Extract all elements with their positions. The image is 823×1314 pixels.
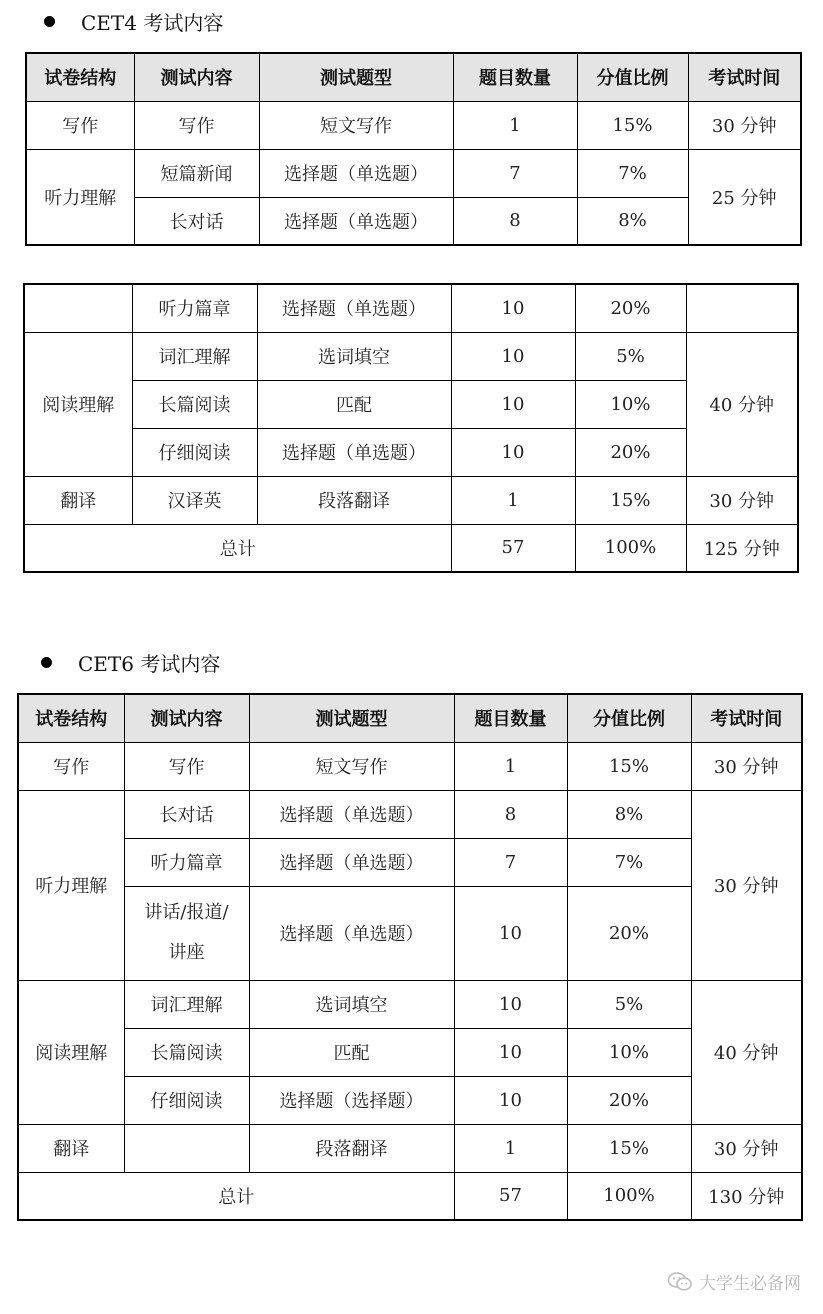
type-cell: 选择题（单选题） — [249, 790, 454, 838]
part-cell: 听力理解 — [18, 790, 124, 980]
table-row — [24, 380, 798, 428]
part-cell: 听力理解 — [26, 149, 134, 245]
content-cell: 长对话 — [134, 197, 259, 245]
wechat-icon — [667, 1271, 693, 1293]
count-cell: 1 — [451, 476, 575, 524]
header-cell: 测试题型 — [249, 694, 454, 742]
type-cell: 短文写作 — [259, 101, 453, 149]
table-total-row — [18, 1172, 802, 1220]
count-cell: 10 — [451, 380, 575, 428]
table-row — [26, 101, 801, 149]
ratio-cell: 7% — [577, 149, 688, 197]
time-cell: 30 分钟 — [691, 790, 802, 980]
ratio-cell: 15% — [567, 1124, 691, 1172]
ratio-cell: 20% — [567, 886, 691, 980]
header-cell: 试卷结构 — [18, 694, 124, 742]
count-cell: 1 — [454, 1124, 567, 1172]
total-label-cell: 总计 — [24, 524, 451, 572]
content-cell: 听力篇章 — [132, 284, 257, 332]
type-cell: 选择题（单选题） — [249, 838, 454, 886]
content-cell: 长篇阅读 — [132, 380, 257, 428]
table-row — [26, 197, 801, 245]
part-cell: 阅读理解 — [18, 980, 124, 1124]
bullet-icon — [41, 657, 52, 668]
time-cell: 25 分钟 — [688, 149, 801, 245]
content-cell: 写作 — [134, 101, 259, 149]
count-cell: 10 — [451, 284, 575, 332]
table-row — [18, 790, 802, 838]
header-cell: 考试时间 — [688, 53, 801, 101]
content-cell — [124, 1124, 249, 1172]
ratio-cell: 10% — [575, 380, 686, 428]
total-label-cell: 总计 — [18, 1172, 454, 1220]
cet6-table — [17, 693, 803, 1221]
time-cell: 40 分钟 — [686, 332, 798, 476]
content-cell: 写作 — [124, 742, 249, 790]
header-cell: 题目数量 — [454, 694, 567, 742]
watermark — [667, 1269, 801, 1294]
ratio-cell: 20% — [575, 428, 686, 476]
part-cell: 写作 — [26, 101, 134, 149]
ratio-cell: 15% — [575, 476, 686, 524]
table-header-row — [18, 694, 802, 742]
part-cell: 阅读理解 — [24, 332, 132, 476]
header-cell: 测试内容 — [124, 694, 249, 742]
table-row — [24, 428, 798, 476]
cet4-table-part2 — [23, 283, 799, 573]
bullet-icon — [44, 16, 55, 27]
content-cell: 长对话 — [124, 790, 249, 838]
time-cell: 40 分钟 — [691, 980, 802, 1124]
ratio-cell: 10% — [567, 1028, 691, 1076]
table-row — [24, 476, 798, 524]
count-cell: 1 — [453, 101, 577, 149]
cet6-section-title — [41, 647, 220, 677]
count-cell: 8 — [453, 197, 577, 245]
type-cell: 选择题（单选题） — [259, 197, 453, 245]
time-cell: 30 分钟 — [688, 101, 801, 149]
table-row — [24, 284, 798, 332]
cet4-section-title — [44, 6, 223, 36]
content-cell: 长篇阅读 — [124, 1028, 249, 1076]
time-cell: 125 分钟 — [686, 524, 798, 572]
table-row — [18, 742, 802, 790]
count-cell: 8 — [454, 790, 567, 838]
content-cell: 词汇理解 — [132, 332, 257, 380]
table-total-row — [24, 524, 798, 572]
count-cell: 10 — [454, 1028, 567, 1076]
count-cell: 57 — [454, 1172, 567, 1220]
content-cell: 汉译英 — [132, 476, 257, 524]
ratio-cell: 7% — [567, 838, 691, 886]
cet4-title-text: CET4 考试内容 — [81, 10, 224, 35]
cet6-title-text: CET6 考试内容 — [78, 651, 221, 676]
count-cell: 10 — [451, 332, 575, 380]
table-row — [18, 1124, 802, 1172]
count-cell: 57 — [451, 524, 575, 572]
content-cell: 短篇新闻 — [134, 149, 259, 197]
count-cell: 10 — [451, 428, 575, 476]
part-cell: 翻译 — [18, 1124, 124, 1172]
ratio-cell: 8% — [567, 790, 691, 838]
ratio-cell: 100% — [575, 524, 686, 572]
type-cell: 选择题（单选题） — [257, 284, 451, 332]
table-row — [18, 838, 802, 886]
count-cell: 1 — [454, 742, 567, 790]
time-cell: 130 分钟 — [691, 1172, 802, 1220]
type-cell: 段落翻译 — [249, 1124, 454, 1172]
count-cell: 10 — [454, 980, 567, 1028]
count-cell: 10 — [454, 1076, 567, 1124]
type-cell: 选择题（单选题） — [257, 428, 451, 476]
table-row — [18, 1076, 802, 1124]
header-cell: 题目数量 — [453, 53, 577, 101]
header-cell: 考试时间 — [691, 694, 802, 742]
content-cell: 仔细阅读 — [124, 1076, 249, 1124]
time-cell-continued — [686, 284, 798, 332]
ratio-cell: 8% — [577, 197, 688, 245]
header-cell: 测试内容 — [134, 53, 259, 101]
type-cell: 短文写作 — [249, 742, 454, 790]
type-cell: 匹配 — [257, 380, 451, 428]
type-cell: 选择题（单选题） — [249, 886, 454, 980]
ratio-cell: 5% — [575, 332, 686, 380]
time-cell: 30 分钟 — [686, 476, 798, 524]
header-cell: 试卷结构 — [26, 53, 134, 101]
count-cell: 7 — [453, 149, 577, 197]
table-row — [26, 149, 801, 197]
ratio-cell: 100% — [567, 1172, 691, 1220]
table-header-row — [26, 53, 801, 101]
count-cell: 10 — [454, 886, 567, 980]
part-cell: 写作 — [18, 742, 124, 790]
content-cell — [124, 886, 249, 980]
ratio-cell: 5% — [567, 980, 691, 1028]
part-cell: 翻译 — [24, 476, 132, 524]
content-cell: 听力篇章 — [124, 838, 249, 886]
header-cell: 分值比例 — [567, 694, 691, 742]
header-cell: 测试题型 — [259, 53, 453, 101]
cet4-table-part1 — [25, 52, 802, 246]
table-row — [24, 332, 798, 380]
part-cell-continued — [24, 284, 132, 332]
type-cell: 选词填空 — [249, 980, 454, 1028]
ratio-cell: 20% — [575, 284, 686, 332]
ratio-cell: 15% — [577, 101, 688, 149]
content-cell: 词汇理解 — [124, 980, 249, 1028]
count-cell: 7 — [454, 838, 567, 886]
content-line: 讲话/报道/ — [144, 902, 229, 923]
type-cell: 选择题（单选题） — [259, 149, 453, 197]
content-line: 讲座 — [168, 942, 205, 963]
type-cell: 选择题（选择题） — [249, 1076, 454, 1124]
content-cell: 仔细阅读 — [132, 428, 257, 476]
ratio-cell: 15% — [567, 742, 691, 790]
table-row — [18, 1028, 802, 1076]
table-row — [18, 980, 802, 1028]
watermark-text: 大学生必备网 — [699, 1274, 801, 1294]
type-cell: 段落翻译 — [257, 476, 451, 524]
type-cell: 匹配 — [249, 1028, 454, 1076]
header-cell: 分值比例 — [577, 53, 688, 101]
time-cell: 30 分钟 — [691, 742, 802, 790]
type-cell: 选词填空 — [257, 332, 451, 380]
table-row — [18, 886, 802, 980]
time-cell: 30 分钟 — [691, 1124, 802, 1172]
ratio-cell: 20% — [567, 1076, 691, 1124]
